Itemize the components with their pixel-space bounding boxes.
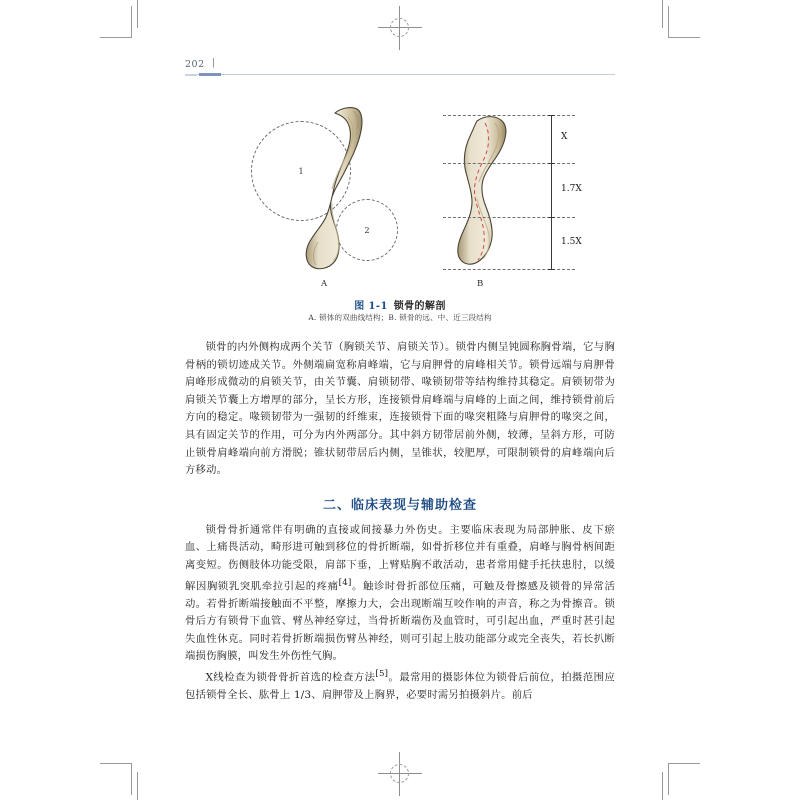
measure-guide-1 [443, 163, 575, 164]
running-head [185, 55, 615, 83]
measure-bar-17x [551, 163, 552, 217]
bleed-line-bottom-right [662, 772, 663, 800]
bleed-line-bottom-left [137, 772, 138, 800]
crop-mark-bottom-right-h [668, 763, 700, 764]
figure-circle-2-label: 2 [364, 225, 370, 235]
figure-caption-title: 锁骨的解剖 [393, 301, 446, 312]
book-page [185, 55, 615, 745]
bleed-line-top-left [137, 0, 138, 28]
figure-panel-b-letter: B [477, 279, 484, 289]
bleed-line-top-right [662, 0, 663, 28]
registration-mark-top [378, 6, 422, 50]
header-rule-lead [185, 74, 197, 76]
figure-circle-1-label: 1 [298, 166, 304, 176]
measure-tick-top [548, 115, 555, 116]
measure-tick-bottom [548, 269, 555, 270]
measure-bar-x [551, 115, 552, 163]
crop-mark-bottom-left-v [131, 763, 132, 795]
header-rule-accent [199, 73, 221, 76]
clavicle-panel-a [306, 108, 362, 269]
figure-artwork [185, 99, 615, 294]
section-heading: 二、临床表现与辅助检查 [322, 497, 477, 513]
crop-mark-top-right-v [668, 6, 669, 38]
measure-tick-1 [548, 163, 555, 164]
header-rule [185, 74, 615, 75]
measure-label-17x: 1.7X [561, 184, 582, 194]
running-head-divider: | [212, 58, 216, 68]
registration-mark-bottom [378, 752, 422, 796]
figure-caption [185, 297, 615, 312]
body-paragraph-2: 锁骨骨折通常伴有明确的直接或间接暴力外伤史。主要临床表现为局部肿胀、皮下瘀血、上痛畏活动，畸形进可触到移位的骨折断端，如骨折移位并有重叠，肩峰与胸骨柄间距离变短。伤侧肢体功能受限，肩部下垂，上臂贴胸不敢活动，患者常用健手托扶患肘，以缓解因胸锁乳突肌牵拉引起的疼痛[4]。触诊时骨折部位压痛，可触及骨擦感及锁骨的异常活动。若骨折断端接触面不平整，摩擦力大，会出现断端互咬作响的声音，称之为骨擦音。锁骨后方有锁骨下血管、臂丛神经穿过，当骨折断端伤及血管时，可引起出血，严重时甚引起失血性休克。同时若骨折断端损伤臂丛神经，则可引起上肢功能部分或完全丧失，若长扒断端损伤胸膜，叫发生外伤性气胸。 [185, 523, 616, 663]
figure-caption-number: 图 1-1 [354, 301, 388, 312]
crop-mark-top-left-v [131, 6, 132, 38]
measure-label-x: X [561, 132, 568, 142]
body-paragraph-1: 锁骨的内外侧构成两个关节（胸锁关节、肩锁关节）。锁骨内侧呈钝圆称胸骨端，它与胸骨柄的锁切迹成关节。外侧端扁宽称肩峰端，它与肩胛骨的肩峰相关节。锁骨远端与肩胛骨肩峰形成微动的肩锁关节，由关节囊、肩锁韧带、喙锁韧带等结构维持其稳定。肩锁韧带为肩锁关节囊上方增厚的部分，呈长方形，连接锁骨肩峰端与肩峰的上面之间，维持锁骨前后方向的稳定。喙锁韧带为一强韧的纤维束，连接锁骨下面的喙突粗隆与肩胛骨的喙突之间，具有固定关节的作用，可分为内外两部分。其中斜方韧带居前外侧，较薄，呈斜方形，可防止锁骨肩峰端向前方滑脱；锥状韧带居后内侧，呈锥状，较肥厚，可限制锁骨的肩峰端向后方移动。 [185, 341, 615, 477]
crop-mark-bottom-left-h [100, 763, 132, 764]
body-paragraph-3: X线检查为锁骨骨折首选的检查方法[5]。最常用的摄影体位为锁骨后前位，拍摄范围应包括锁骨全长、肱骨上 1/3、肩胛带及上胸界，必要时需另拍摄斜片。前后 [185, 668, 615, 701]
crop-mark-bottom-right-v [668, 763, 669, 795]
crop-mark-top-left-h [100, 37, 132, 38]
clavicle-panel-b [458, 117, 506, 265]
page-folio-number: 202 [185, 59, 205, 70]
figure-panel-a-letter: A [321, 279, 328, 289]
figure-1-1 [185, 99, 615, 339]
measure-guide-bottom [443, 269, 575, 270]
measure-bar-15x [551, 217, 552, 269]
measure-guide-2 [443, 217, 575, 218]
measure-tick-2 [548, 217, 555, 218]
crop-mark-top-right-h [668, 37, 700, 38]
figure-subcaption: A. 锁体的双曲线结构；B. 锁骨的远、中、近三段结构 [308, 313, 492, 322]
measure-guide-top [443, 115, 575, 116]
measure-label-15x: 1.5X [561, 237, 582, 247]
